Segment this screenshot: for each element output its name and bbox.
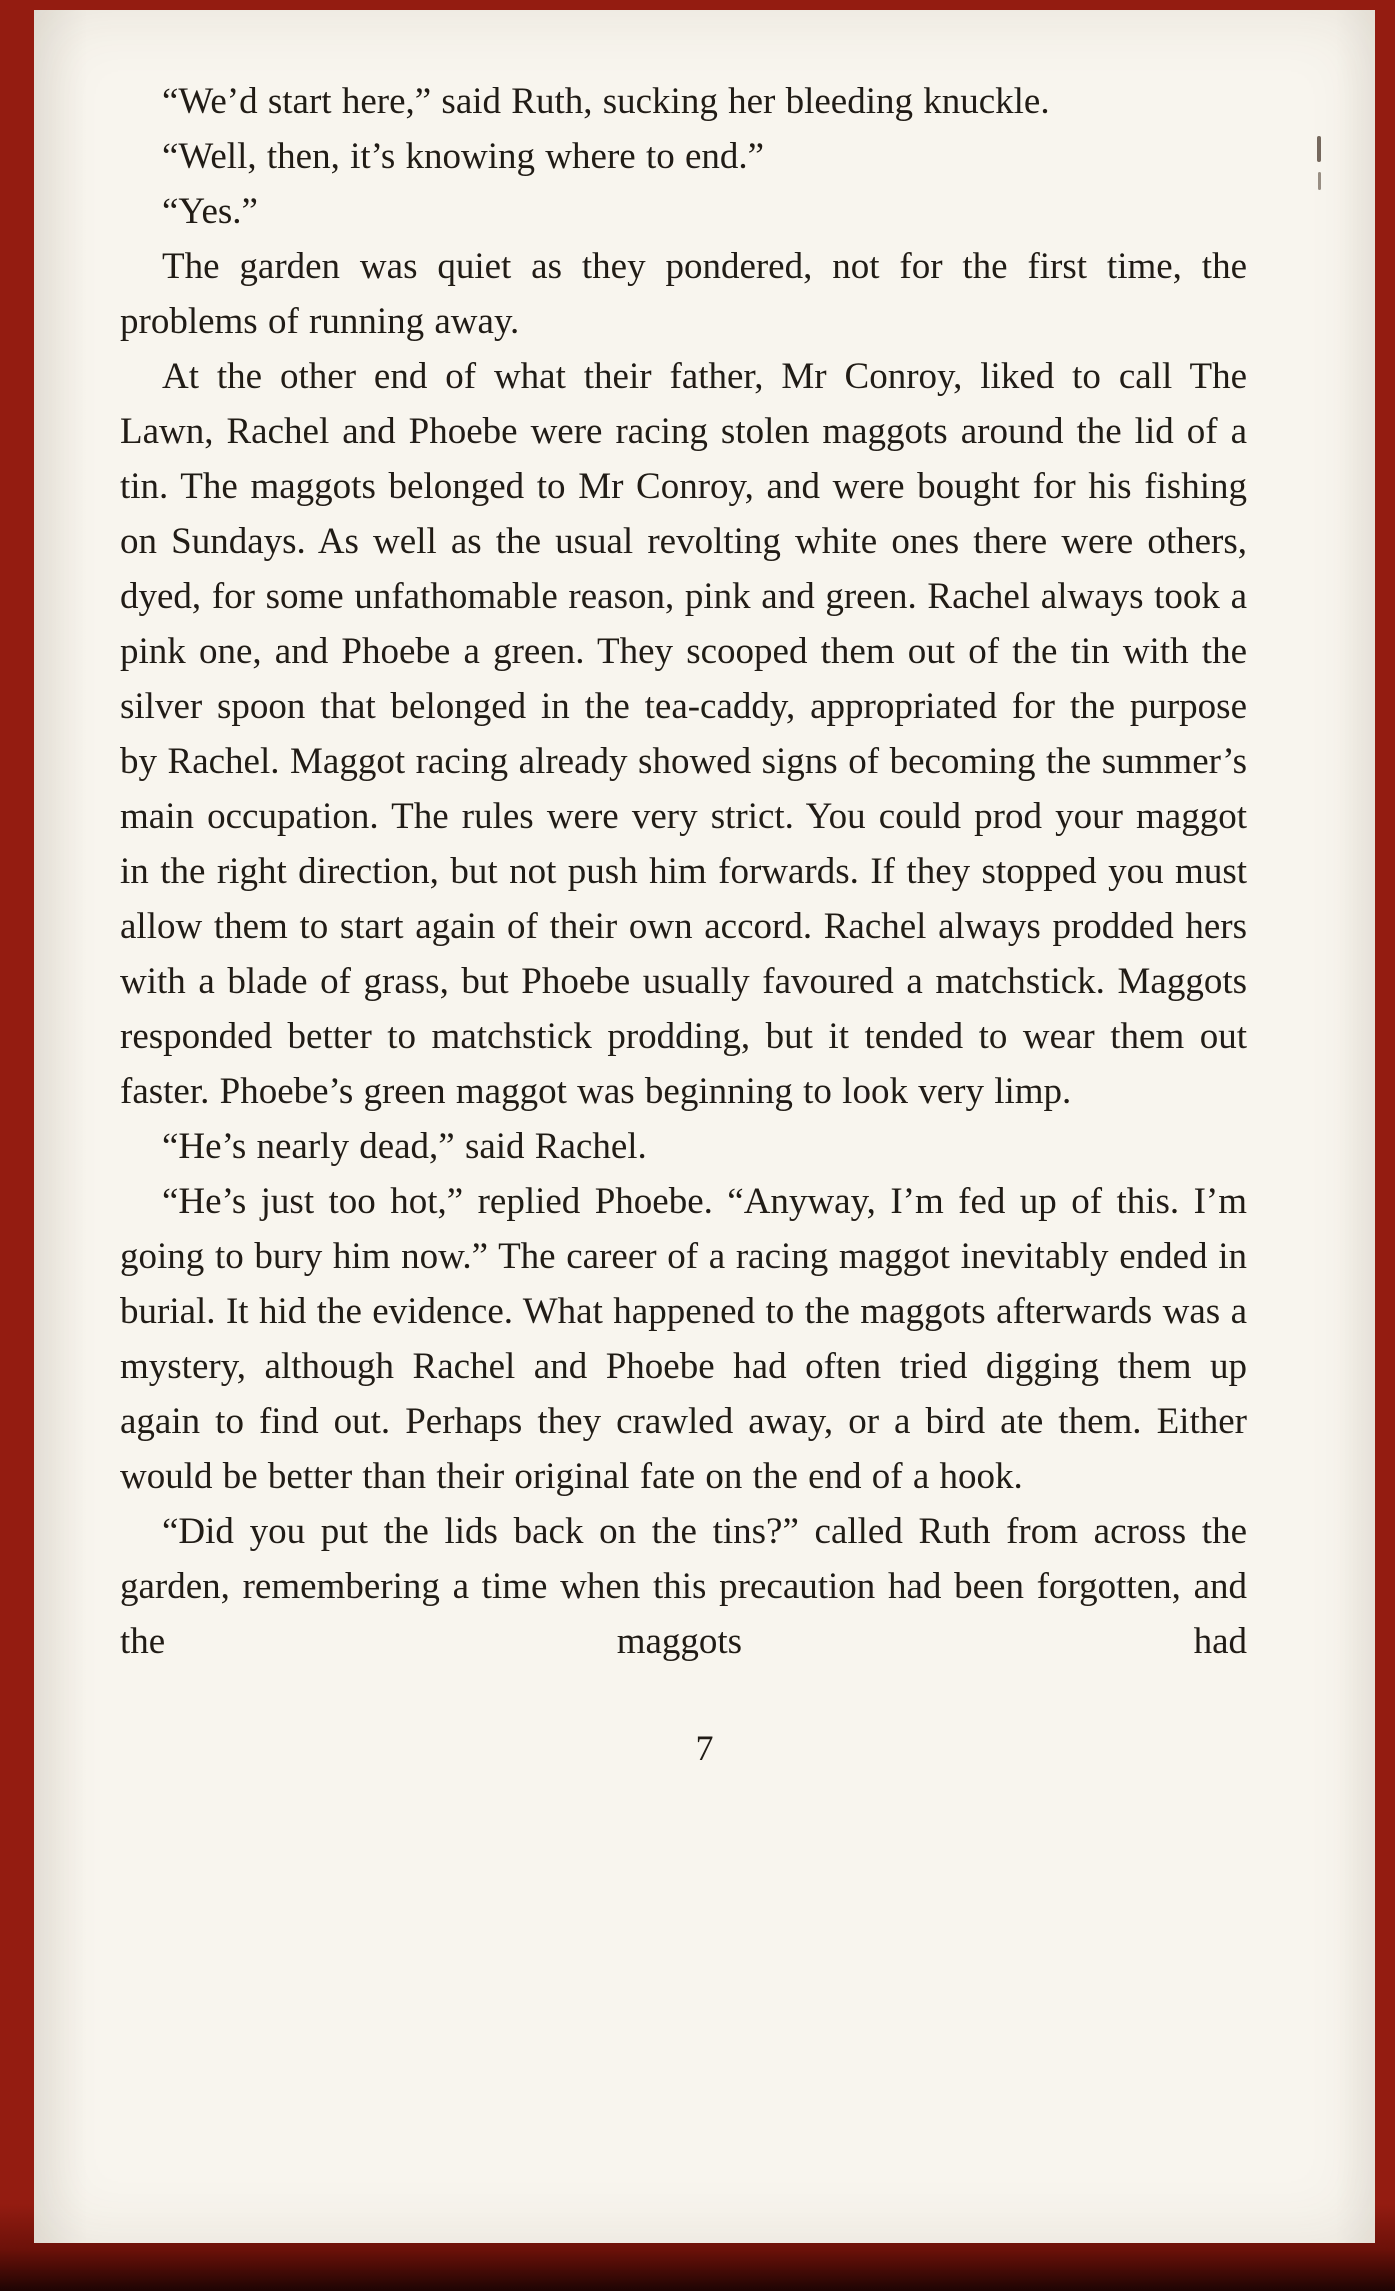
paragraph: “He’s nearly dead,” said Rachel. [162,1126,647,1167]
paragraph: “Yes.” [162,191,258,232]
scan-mark [1318,172,1321,190]
page-text [120,74,1247,1669]
scan-mark [1317,136,1321,162]
paragraph: “Did you put the lids back on the tins?” called Ruth from across the garden, remembering a time when this precaution had been forgotten, and the maggots had [120,1511,1247,1662]
paragraph: “We’d start here,” said Ruth, sucking her bleeding knuckle. [162,81,1050,122]
paragraph: “Well, then, it’s knowing where to end.” [162,136,765,177]
paragraph: The garden was quiet as they pondered, not for the first time, the problems of running away. [120,246,1247,342]
paragraph: “He’s just too hot,” replied Phoebe. “Anyway, I’m fed up of this. I’m going to bury him now.” The career of a racing maggot inevitably ended in burial. It hid the evidence. What happened to the maggots afterwards was a mystery, although Rachel and Phoebe had often tried digging them up again to find out. Perhaps they crawled away, or a bird ate them. Either would be better than their original fate on the end of a hook. [120,1181,1247,1497]
page-number: 7 [695,1728,714,1768]
paragraph: At the other end of what their father, Mr Conroy, liked to call The Lawn, Rachel and Phoebe were racing stolen maggots around the lid of a tin. The maggots belonged to Mr Conroy, and were bought for his fishing on Sundays. As well as the usual revolting white ones there were others, dyed, for some unfathomable reason, pink and green. Rachel always took a pink one, and Phoebe a green. They scooped them out of the tin with the silver spoon that belonged in the tea-caddy, appropriated for the purpose by Rachel. Maggot racing already showed signs of becoming the summer’s main occupation. The rules were very strict. You could prod your maggot in the right direction, but not push him forwards. If they stopped you must allow them to start again of their own accord. Rachel always prodded hers with a blade of grass, but Phoebe usually favoured a matchstick. Maggots responded better to matchstick prodding, but it tended to wear them out faster. Phoebe’s green maggot was beginning to look very limp. [120,356,1247,1112]
book-page [34,10,1375,2243]
